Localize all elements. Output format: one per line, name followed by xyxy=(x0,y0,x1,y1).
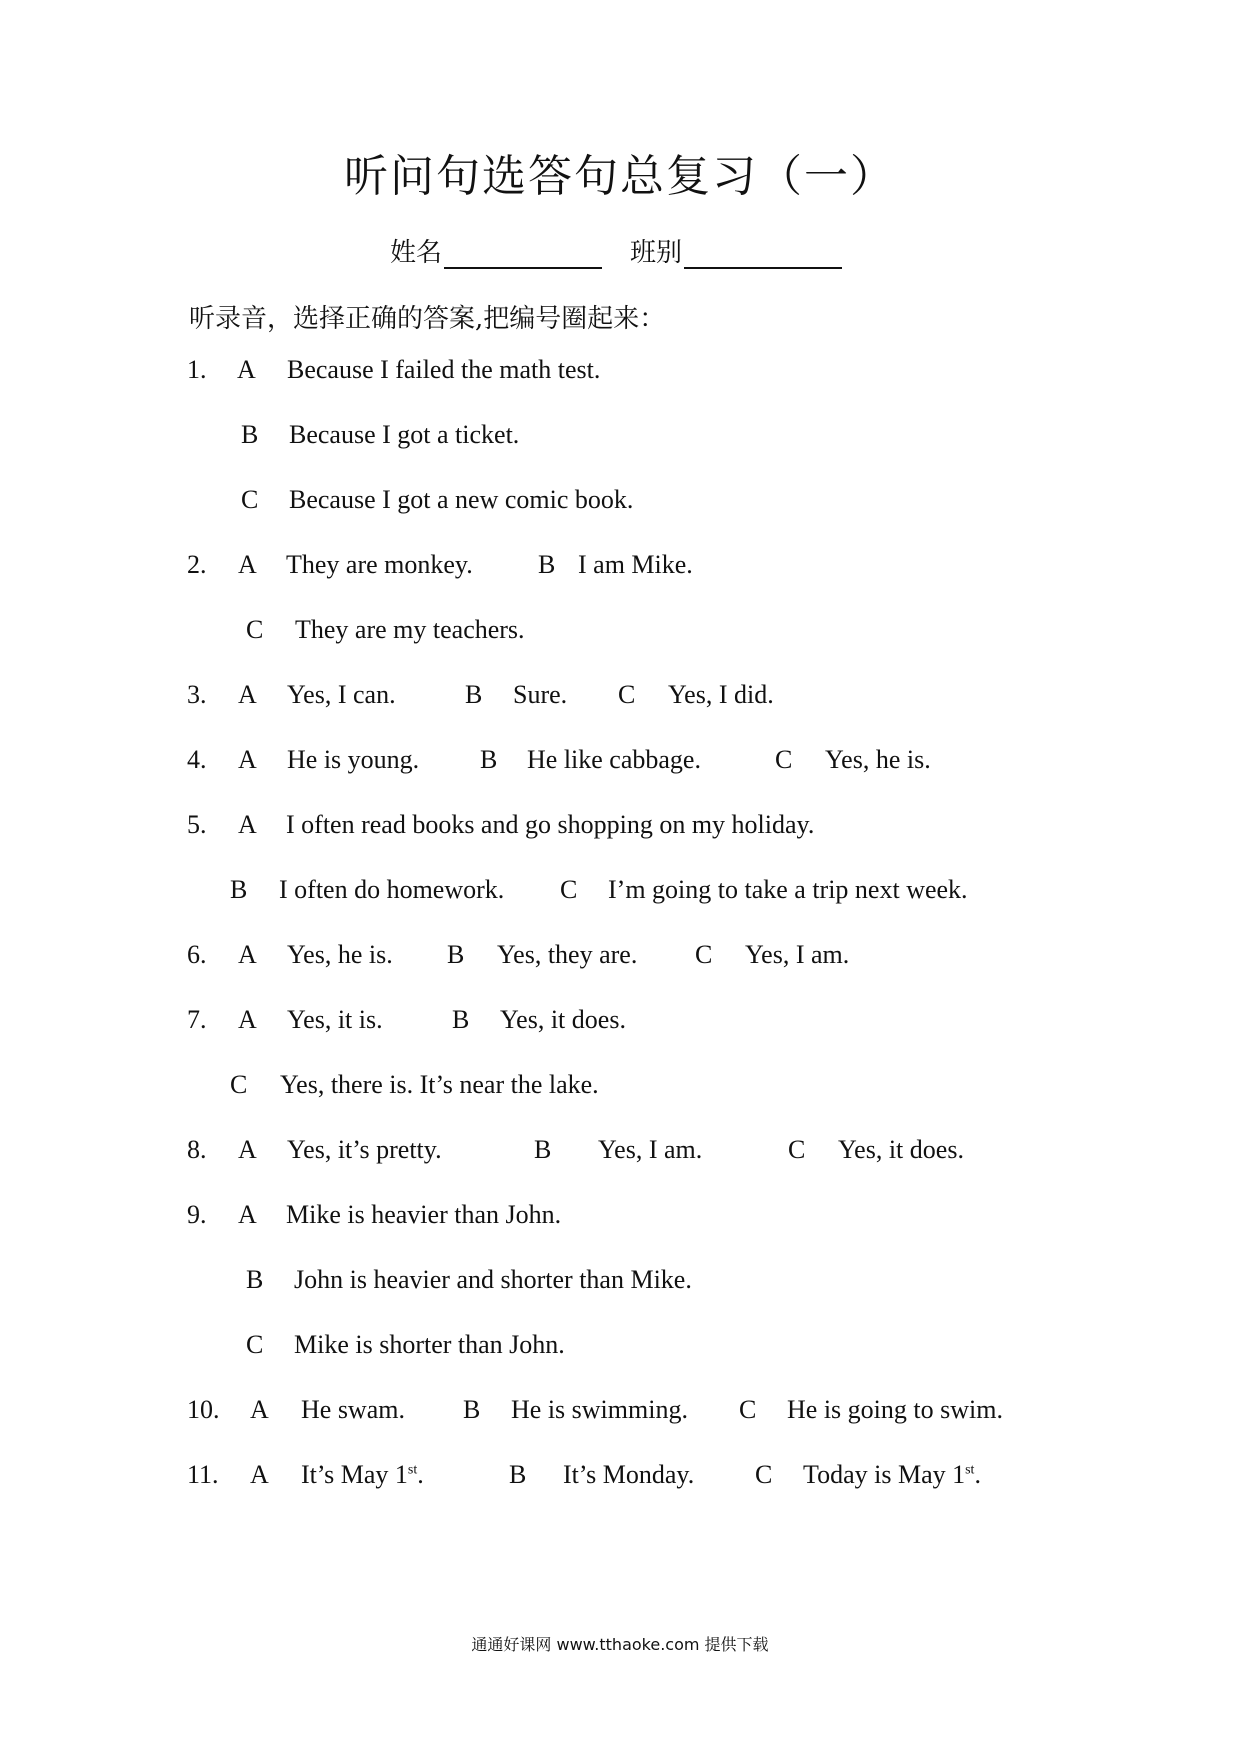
option-letter[interactable]: C xyxy=(695,940,713,969)
option-text: Because I got a new comic book. xyxy=(289,485,634,514)
option-letter[interactable]: B xyxy=(480,745,498,774)
option-text: Mike is heavier than John. xyxy=(286,1200,562,1229)
question-number: 9. xyxy=(187,1200,207,1229)
option-letter[interactable]: C xyxy=(241,485,259,514)
question-2-line-2 xyxy=(246,614,525,646)
question-number: 4. xyxy=(187,745,207,774)
option-text: John is heavier and shorter than Mike. xyxy=(294,1265,692,1294)
option-letter[interactable]: B xyxy=(509,1460,527,1489)
question-1-option-b-line xyxy=(241,419,519,451)
option-letter[interactable]: A xyxy=(250,1460,269,1489)
option-letter[interactable]: A xyxy=(238,1135,257,1164)
option-letter[interactable]: C xyxy=(560,875,578,904)
option-text: Yes, he is. xyxy=(287,940,393,969)
option-text: It’s May 1st. xyxy=(301,1460,424,1489)
option-text: He is young. xyxy=(287,745,420,774)
name-blank[interactable] xyxy=(444,239,602,269)
option-text: Yes, I did. xyxy=(668,680,774,709)
question-9-line-1 xyxy=(187,1199,561,1231)
question-9-line-3 xyxy=(246,1329,565,1361)
option-letter[interactable]: A xyxy=(238,745,257,774)
option-text: I’m going to take a trip next week. xyxy=(608,875,968,904)
class-blank[interactable] xyxy=(684,239,842,269)
option-text: Sure. xyxy=(513,680,568,709)
question-number: 5. xyxy=(187,810,207,839)
option-letter[interactable]: A xyxy=(237,355,256,384)
option-letter[interactable]: C xyxy=(788,1135,806,1164)
question-5-line-1 xyxy=(187,809,814,841)
option-letter[interactable]: C xyxy=(775,745,793,774)
name-label: 姓名 xyxy=(390,238,443,268)
option-letter[interactable]: A xyxy=(238,810,257,839)
question-number: 6. xyxy=(187,940,207,969)
option-text: Yes, he is. xyxy=(825,745,931,774)
option-letter[interactable]: B xyxy=(452,1005,470,1034)
name-class-row xyxy=(390,232,842,269)
question-3-line xyxy=(187,679,774,711)
option-letter[interactable]: B xyxy=(241,420,259,449)
option-letter[interactable]: A xyxy=(238,1200,257,1229)
question-number: 10. xyxy=(187,1395,220,1424)
option-text: Yes, I can. xyxy=(287,680,396,709)
question-number: 2. xyxy=(187,550,207,579)
option-text: Yes, it’s pretty. xyxy=(287,1135,442,1164)
option-letter[interactable]: B xyxy=(230,875,248,904)
option-text: Mike is shorter than John. xyxy=(294,1330,565,1359)
question-2-line-1 xyxy=(187,549,693,581)
option-letter[interactable]: A xyxy=(250,1395,269,1424)
option-letter[interactable]: A xyxy=(238,550,257,579)
option-letter[interactable]: C xyxy=(230,1070,248,1099)
option-letter[interactable]: A xyxy=(238,940,257,969)
option-letter[interactable]: B xyxy=(447,940,465,969)
question-6-line xyxy=(187,939,849,971)
option-text: They are my teachers. xyxy=(295,615,525,644)
question-number: 3. xyxy=(187,680,207,709)
option-letter[interactable]: C xyxy=(739,1395,757,1424)
page-title: 听问句选答句总复习（一） xyxy=(344,151,896,202)
option-letter[interactable]: B xyxy=(538,550,556,579)
option-text: Because I got a ticket. xyxy=(289,420,520,449)
question-8-line xyxy=(187,1134,964,1166)
option-letter[interactable]: B xyxy=(465,680,483,709)
option-letter[interactable]: C xyxy=(755,1460,773,1489)
option-text: I often do homework. xyxy=(279,875,505,904)
question-1-option-a-line xyxy=(187,354,600,386)
option-text: Yes, it does. xyxy=(500,1005,626,1034)
option-letter[interactable]: C xyxy=(618,680,636,709)
question-7-line-1 xyxy=(187,1004,626,1036)
option-text: He is going to swim. xyxy=(787,1395,1003,1424)
option-text: Yes, it does. xyxy=(838,1135,964,1164)
option-text: I often read books and go shopping on my holiday. xyxy=(286,810,815,839)
option-text: Yes, it is. xyxy=(287,1005,383,1034)
option-text: It’s Monday. xyxy=(563,1460,695,1489)
option-text: He is swimming. xyxy=(511,1395,688,1424)
question-number: 1. xyxy=(187,355,207,384)
option-letter[interactable]: B xyxy=(463,1395,481,1424)
option-text: Yes, I am. xyxy=(598,1135,703,1164)
question-number: 8. xyxy=(187,1135,207,1164)
option-text: He swam. xyxy=(301,1395,405,1424)
option-text: Today is May 1st. xyxy=(803,1460,981,1489)
option-letter[interactable]: A xyxy=(238,1005,257,1034)
question-7-line-2 xyxy=(230,1069,599,1101)
footer-credit: 通通好课网 www.tthaoke.com 提供下载 xyxy=(471,1635,769,1654)
option-text: I am Mike. xyxy=(578,550,693,579)
option-text: Because I failed the math test. xyxy=(287,355,601,384)
option-letter[interactable]: B xyxy=(534,1135,552,1164)
question-number: 7. xyxy=(187,1005,207,1034)
option-text: Yes, I am. xyxy=(745,940,850,969)
instruction-text: 听录音，选择正确的答案,把编号圈起来： xyxy=(189,304,666,334)
question-10-line xyxy=(187,1394,1003,1426)
option-text: Yes, there is. It’s near the lake. xyxy=(280,1070,599,1099)
option-letter[interactable]: C xyxy=(246,615,264,644)
question-4-line xyxy=(187,744,931,776)
question-9-line-2 xyxy=(246,1264,692,1296)
question-1-option-c-line xyxy=(241,484,633,516)
question-11-line xyxy=(187,1459,981,1491)
class-label: 班别 xyxy=(630,238,683,268)
option-text: They are monkey. xyxy=(286,550,473,579)
question-5-line-2 xyxy=(230,874,968,906)
option-letter[interactable]: A xyxy=(238,680,257,709)
option-letter[interactable]: B xyxy=(246,1265,264,1294)
option-letter[interactable]: C xyxy=(246,1330,264,1359)
question-number: 11. xyxy=(187,1460,219,1489)
option-text: He like cabbage. xyxy=(527,745,701,774)
option-text: Yes, they are. xyxy=(497,940,638,969)
